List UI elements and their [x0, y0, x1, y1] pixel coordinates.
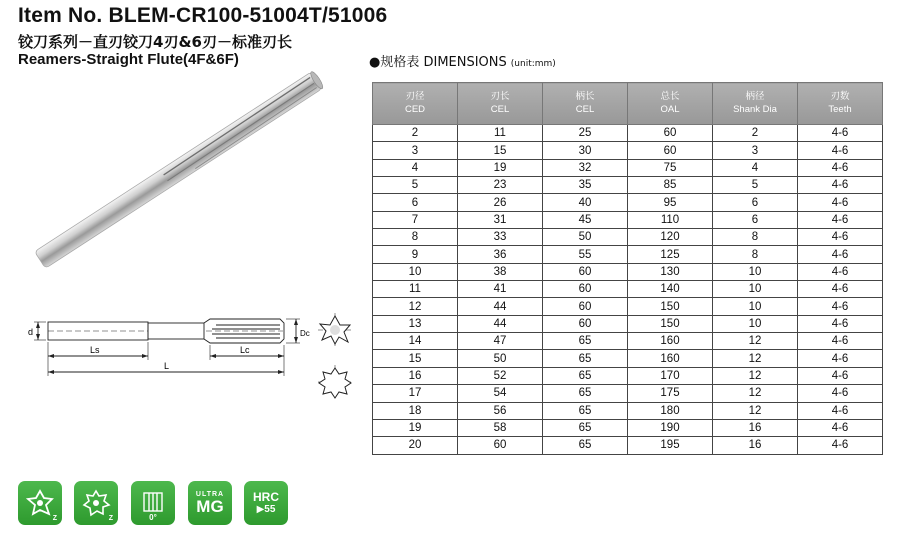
badge-hrc: [244, 481, 288, 525]
table-cell: 16: [373, 367, 458, 384]
column-header: [543, 83, 628, 125]
table-cell: 11: [373, 281, 458, 298]
table-cell: 60: [458, 437, 543, 454]
badge-helix-angle: [131, 481, 175, 525]
table-cell: 4-6: [798, 333, 883, 350]
badge-6-flute-label: Z: [108, 515, 113, 522]
table-row: [373, 350, 883, 367]
table-cell: 50: [543, 229, 628, 246]
table-cell: 4-6: [798, 315, 883, 332]
table-body: [373, 125, 883, 455]
table-cell: 110: [628, 211, 713, 228]
table-cell: 65: [543, 350, 628, 367]
table-cell: 160: [628, 333, 713, 350]
reamer-photo: [22, 70, 332, 290]
table-cell: 14: [373, 333, 458, 350]
table-cell: 32: [543, 159, 628, 176]
column-header-cn: 刃径: [405, 90, 425, 102]
table-cell: 170: [628, 367, 713, 384]
table-cell: 4-6: [798, 142, 883, 159]
table-cell: 44: [458, 315, 543, 332]
label-l: L: [164, 361, 170, 371]
table-cell: 65: [543, 333, 628, 350]
table-cell: 4-6: [798, 298, 883, 315]
table-cell: 65: [543, 385, 628, 402]
table-row: [373, 211, 883, 228]
table-row: [373, 315, 883, 332]
table-cell: 10: [373, 263, 458, 280]
table-cell: 60: [543, 315, 628, 332]
table-cell: 55: [543, 246, 628, 263]
column-header-en: CED: [404, 103, 426, 115]
table-row: [373, 159, 883, 176]
table-cell: 4-6: [798, 159, 883, 176]
table-cell: 26: [458, 194, 543, 211]
table-cell: 44: [458, 298, 543, 315]
table-cell: 40: [543, 194, 628, 211]
table-cell: 65: [543, 367, 628, 384]
table-cell: 54: [458, 385, 543, 402]
table-row: [373, 281, 883, 298]
table-cell: 45: [543, 211, 628, 228]
table-cell: 3: [373, 142, 458, 159]
table-cell: 15: [373, 350, 458, 367]
table-cell: 56: [458, 402, 543, 419]
column-header: [373, 83, 458, 125]
table-cell: 65: [543, 402, 628, 419]
dimensions-table-container: [372, 82, 883, 459]
table-cell: 3: [713, 142, 798, 159]
table-cell: 5: [373, 177, 458, 194]
label-d: d: [28, 327, 34, 337]
table-cell: 8: [373, 229, 458, 246]
table-cell: 38: [458, 263, 543, 280]
table-cell: 19: [373, 419, 458, 436]
table-cell: 6: [373, 194, 458, 211]
table-cell: 33: [458, 229, 543, 246]
table-cell: 6: [713, 194, 798, 211]
table-cell: 41: [458, 281, 543, 298]
table-cell: 7: [373, 211, 458, 228]
table-cell: 4-6: [798, 437, 883, 454]
table-cell: 18: [373, 402, 458, 419]
table-cell: 150: [628, 315, 713, 332]
table-cell: 4-6: [798, 229, 883, 246]
table-cell: 23: [458, 177, 543, 194]
table-cell: 47: [458, 333, 543, 350]
table-cell: 195: [628, 437, 713, 454]
table-cell: 5: [713, 177, 798, 194]
column-header-en: CEL: [490, 103, 510, 115]
table-cell: 9: [373, 246, 458, 263]
table-cell: 4: [713, 159, 798, 176]
table-cell: 180: [628, 402, 713, 419]
table-cell: 4-6: [798, 194, 883, 211]
badge-ultra-mg: [188, 481, 232, 525]
table-row: [373, 367, 883, 384]
column-header-en: CEL: [575, 103, 595, 115]
table-row: [373, 402, 883, 419]
table-cell: 4-6: [798, 367, 883, 384]
dimensions-unit: (unit:mm): [510, 59, 556, 69]
table-row: [373, 263, 883, 280]
table-cell: 11: [458, 125, 543, 142]
table-cell: 2: [713, 125, 798, 142]
table-cell: 60: [628, 125, 713, 142]
table-cell: 15: [458, 142, 543, 159]
table-cell: 30: [543, 142, 628, 159]
table-cell: 4-6: [798, 281, 883, 298]
six-flute-icon: [81, 488, 111, 518]
table-cell: 6: [713, 211, 798, 228]
column-header-cn: 刃长: [490, 90, 510, 102]
table-header-row: [373, 83, 883, 125]
table-cell: 8: [713, 229, 798, 246]
table-cell: 17: [373, 385, 458, 402]
table-row: [373, 194, 883, 211]
table-cell: 65: [543, 437, 628, 454]
table-cell: 120: [628, 229, 713, 246]
table-cell: 31: [458, 211, 543, 228]
reamer-dimension-drawing: [18, 300, 308, 390]
table-cell: 4-6: [798, 211, 883, 228]
table-cell: 4: [373, 159, 458, 176]
table-cell: 190: [628, 419, 713, 436]
table-row: [373, 125, 883, 142]
table-cell: 58: [458, 419, 543, 436]
table-cell: 12: [713, 350, 798, 367]
table-cell: 19: [458, 159, 543, 176]
column-header-cn: 刃数: [830, 90, 850, 102]
label-ls: Ls: [90, 345, 100, 355]
column-header: [713, 83, 798, 125]
table-cell: 13: [373, 315, 458, 332]
table-row: [373, 229, 883, 246]
column-header-cn: 柄径: [745, 90, 765, 102]
column-header: [628, 83, 713, 125]
four-flute-icon: [25, 488, 55, 518]
table-cell: 85: [628, 177, 713, 194]
table-cell: 25: [543, 125, 628, 142]
label-lc: Lc: [240, 345, 250, 355]
dimensions-table: [372, 82, 883, 455]
table-cell: 65: [543, 419, 628, 436]
cross-section-views: [310, 310, 360, 410]
table-cell: 16: [713, 419, 798, 436]
table-cell: 140: [628, 281, 713, 298]
table-cell: 4-6: [798, 263, 883, 280]
table-cell: 8: [713, 246, 798, 263]
table-cell: 60: [543, 263, 628, 280]
table-cell: 12: [373, 298, 458, 315]
table-cell: 75: [628, 159, 713, 176]
table-row: [373, 333, 883, 350]
table-cell: 4-6: [798, 402, 883, 419]
table-row: [373, 385, 883, 402]
column-header-cn: 柄长: [575, 90, 595, 102]
table-cell: 4-6: [798, 177, 883, 194]
table-cell: 4-6: [798, 350, 883, 367]
table-cell: 50: [458, 350, 543, 367]
table-cell: 125: [628, 246, 713, 263]
table-cell: 175: [628, 385, 713, 402]
badge-hrc-label: HRC: [253, 489, 279, 504]
badge-mg-label: MG: [196, 496, 224, 516]
table-cell: 52: [458, 367, 543, 384]
table-cell: 20: [373, 437, 458, 454]
table-cell: 4-6: [798, 419, 883, 436]
badge-6-flute: [74, 481, 118, 525]
table-cell: 4-6: [798, 385, 883, 402]
table-cell: 35: [543, 177, 628, 194]
table-cell: 12: [713, 367, 798, 384]
table-cell: 10: [713, 263, 798, 280]
column-header-cn: 总长: [660, 90, 680, 102]
table-cell: 60: [543, 281, 628, 298]
subtitle-english: Reamers-Straight Flute(4F&6F): [18, 51, 239, 68]
column-header: [458, 83, 543, 125]
table-cell: 2: [373, 125, 458, 142]
table-cell: 10: [713, 281, 798, 298]
column-header-en: Teeth: [828, 103, 852, 115]
table-cell: 130: [628, 263, 713, 280]
label-dc: Dc: [300, 329, 310, 338]
column-header-en: Shank Dia: [733, 103, 777, 115]
dimensions-heading-text: ●规格表 DIMENSIONS: [369, 55, 507, 70]
table-cell: 10: [713, 315, 798, 332]
table-cell: 160: [628, 350, 713, 367]
badge-hrc-value: ▶55: [256, 504, 276, 516]
badge-4-flute-label: Z: [52, 515, 57, 522]
table-cell: 4-6: [798, 246, 883, 263]
badge-helix-angle-label: 0°: [149, 513, 157, 522]
table-row: [373, 419, 883, 436]
item-title: Item No. BLEM-CR100-51004T/51006: [18, 4, 388, 27]
table-row: [373, 298, 883, 315]
table-cell: 12: [713, 402, 798, 419]
badge-4-flute: [18, 481, 62, 525]
badge-ultra-label: ULTRA: [195, 490, 225, 498]
table-cell: 95: [628, 194, 713, 211]
column-header-en: OAL: [660, 103, 680, 115]
subtitle-chinese: 铰刀系列－直刃铰刀4刃&6刃－标准刃长: [18, 33, 292, 51]
table-row: [373, 246, 883, 263]
table-cell: 150: [628, 298, 713, 315]
table-cell: 36: [458, 246, 543, 263]
dimensions-heading: [369, 51, 556, 70]
table-row: [373, 177, 883, 194]
table-cell: 60: [543, 298, 628, 315]
table-cell: 60: [628, 142, 713, 159]
column-header: [798, 83, 883, 125]
table-cell: 4-6: [798, 125, 883, 142]
table-row: [373, 142, 883, 159]
table-cell: 10: [713, 298, 798, 315]
table-cell: 16: [713, 437, 798, 454]
table-cell: 12: [713, 333, 798, 350]
table-cell: 12: [713, 385, 798, 402]
table-row: [373, 437, 883, 454]
